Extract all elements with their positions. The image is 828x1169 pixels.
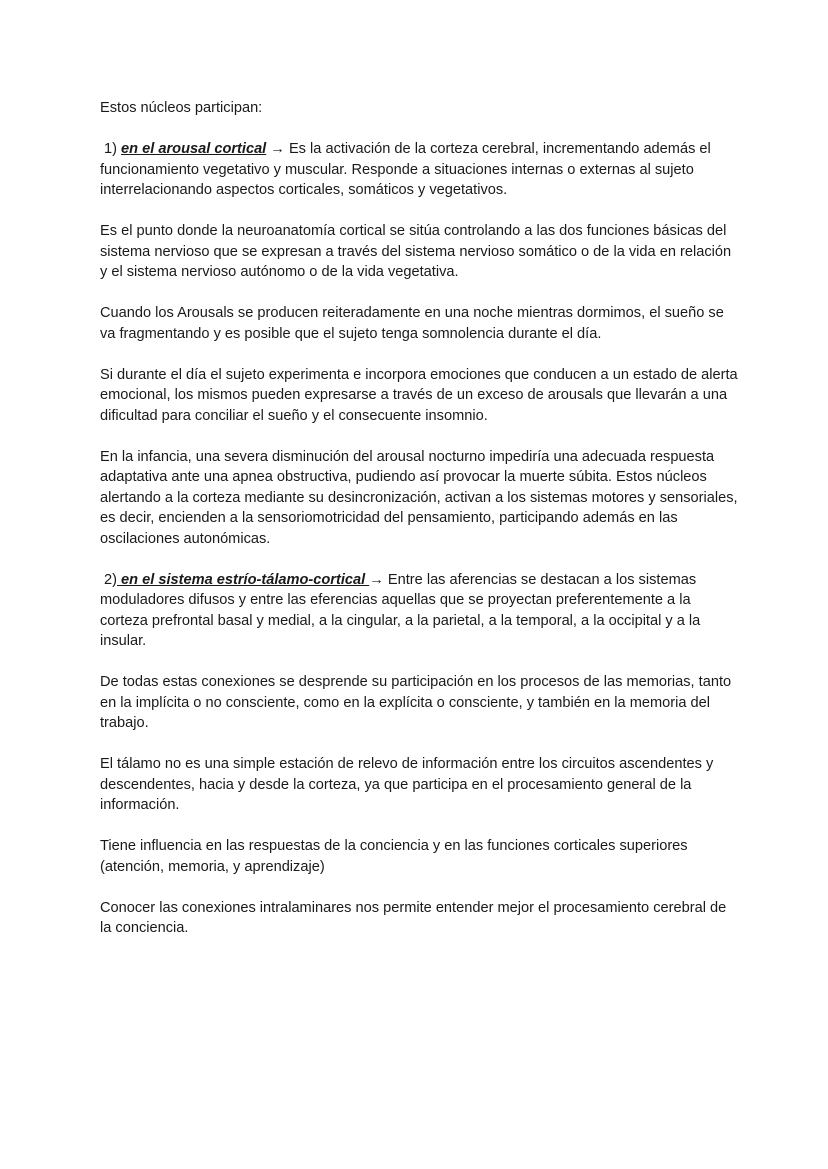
section-1-arrow: → (266, 141, 289, 157)
section-2-paragraph (100, 570, 740, 652)
body-paragraph: El tálamo no es una simple estación de relevo de información entre los circuitos ascendentes y descendentes, hacia y desde la corteza, ya que participa en el procesamiento general de la información. (100, 756, 714, 813)
intro-paragraph: Estos núcleos participan: (100, 100, 263, 116)
section-2-number: 2) (104, 571, 117, 588)
section-1-heading: en el arousal cortical (121, 141, 267, 157)
body-paragraph: Conocer las conexiones intralaminares nos permite entender mejor el procesamiento cerebral de la conciencia. (100, 899, 727, 936)
section-2-text: Entre las aferencias se destacan a los sistemas moduladores difusos y entre las eferencias aquellas que se proyectan preferentemente a la corteza prefrontal basal y medial, a la cingular, a la parietal, a la temporal, a la occipital y a la insular. (100, 571, 701, 649)
section-1-paragraph (100, 139, 740, 201)
body-paragraph: Si durante el día el sujeto experimenta e incorpora emociones que conducen a un estado de alerta emocional, los mismos pueden expresarse a través de un exceso de arousals que llevarán a una dificultad para conciliar el sueño y el consecuente insomnio. (100, 366, 738, 424)
section-1-number: 1) (104, 141, 117, 157)
section-1-text: Es la activación de la corteza cerebral, incrementando además el funcionamiento vegetativo y muscular. Responde a situaciones internas o externas al sujeto interrelacionando aspectos corticales, somáticos y vegetativos. (100, 141, 711, 198)
body-paragraph: Cuando los Arousals se producen reiteradamente en una noche mientras dormimos, el sueño se va fragmentando y es posible que el sujeto tenga somnolencia durante el día. (100, 305, 724, 342)
body-paragraph: Es el punto donde la neuroanatomía cortical se sitúa controlando a las dos funciones básicas del sistema nervioso que se expresan a través del sistema nervioso somático o de la vida en relación y el sistema nervioso autónomo o de la vida vegetativa. (100, 223, 732, 280)
body-paragraph: En la infancia, una severa disminución del arousal nocturno impediría una adecuada respuesta adaptativa ante una apnea obstructiva, pudiendo así provocar la muerte súbita. Estos núcleos alertando a la corteza mediante su desincronización, activan a los sistemas motores y sensoriales, es decir, encienden a la sensoriomotricidad del pensamiento, participando además en las oscilaciones autonómicas. (100, 448, 738, 547)
body-paragraph: De todas estas conexiones se desprende su participación en los procesos de las memorias, tanto en la implícita o no consciente, como en la explícita o consciente, y también en la memoria del trabajo. (100, 674, 732, 731)
section-2-heading: en el sistema estrío-tálamo-cortical (116, 571, 370, 588)
document-page (100, 98, 740, 959)
section-2-arrow: → (369, 571, 388, 588)
body-paragraph: Tiene influencia en las respuestas de la conciencia y en las funciones corticales superiores (atención, memoria, y aprendizaje) (100, 838, 688, 875)
